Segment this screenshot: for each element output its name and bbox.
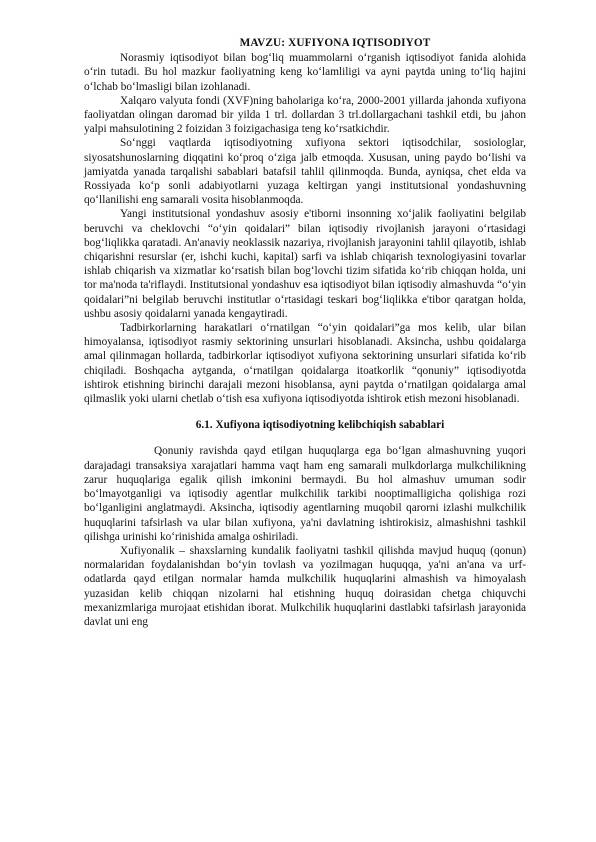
paragraph-recent-attention: So‘nggi vaqtlarda iqtisodiyotning xufiyona sektori iqtisodchilar, sosiologlar, siyosatshunoslarning diqqatini ko‘proq o‘ziga jalb etmoqda. Xususan, uning paydo bo‘lishi va jamiyatda yanada tarqalishi sabablari batafsil tahlil qilinmoqda. Bunda, ayniqsa, chet elda va Rossiyada ko‘p sonli adabiyotlarni yuzaga keltirgan yangi institutsional yondashuvning qo‘llanilishi eng samarali vosita hisoblanmoqda. bbox=[84, 137, 526, 207]
paragraph-entrepreneurs-rules: Tadbirkorlarning harakatlari o‘rnatilgan “o‘yin qoidalari”ga mos kelib, ular bilan himoyalansa, iqtisodiyot rasmiy sektorining unsurlari hisoblanadi. Aksincha, ushbu qoidalarga amal qilinmagan hollarda, tadbirkorlar iqtisodiyot xufiyona sektorining unsurlari sifatida ko‘rib chiqiladi. Boshqacha aytganda, o‘rnatilgan qoidalarga itoatkorlik “qonuniy” iqtisodiyotda ishtirok etishning birinchi darajali mezoni hisoblansa, ayni paytda o‘rnatilgan qoidalarga amal qilmaslik yoki ularni chetlab o‘tish esa xufiyona iqtisodiyotda ishtirok etish mezoni hisoblanadi. bbox=[84, 322, 526, 406]
document-page bbox=[84, 36, 526, 629]
paragraph-transaction-costs: Qonuniy ravishda qayd etilgan huquqlarga ega bo‘lgan almashuvning yuqori darajadagi transaksiya xarajatlari hamma vaqt ham eng samarali mulkdorlarga mulkchilikning zarur huquqlariga egalik qilish imkonini bermaydi. Bu hol almashuv umuman sodir bo‘lmayotganligi va iqtisodiy agentlar mulkchilik tarkibi nooptimalligicha qolishiga rozi bo‘lganligini anglatmaydi. Aksincha, iqtisodiy agentlarning muqobil qarorni izlashi mulkchilik huquqlarini tafsirlash va ular bilan xufiyona, ya'ni davlatning ishtirokisiz, almashishni tashkil qilishga urinishi ko‘rinishida amalga oshiriladi. bbox=[84, 445, 526, 543]
paragraph-imf-estimate: Xalqaro valyuta fondi (XVF)ning baholariga ko‘ra, 2000-2001 yillarda jahonda xufiyona faoliyatdan olingan daromad bir yilda 1 trl. dollardan 3 trl.dollargachani tashkil etdi, bu jahon yalpi mahsulotining 2 foizidan 3 foizigachasiga teng ko‘rsatkichdir. bbox=[84, 94, 526, 136]
paragraph-institutional-approach: Yangi institutsional yondashuv asosiy e'tiborni insonning xo‘jalik faoliyatini belgilab beruvchi va cheklovchi “o‘yin qoidalari” bilan iqtisodiy rivojlanish jarayoni o‘rtasidagi bog‘liqlikka qaratadi. An'anaviy neoklassik nazariya, rivojlanish jarayonini tahlil qilayotib, ishlab chiqarishni resurslar (er, ishchi kuchi, kapital) sarfi va ishlab chiqarish texnologiyasini tovarlar ishlab chiqarish va xizmatlar ko‘rsatish bilan bog‘lovchi tizim sifatida ko‘rib chiqqan holda, uni tor ma'noda ta'riflaydi. Institutsional yondashuv esa iqtisodiyot bilan iqtisodiy almashuvda “o‘yin qoidalari”ni belgilab beruvchi institutlar o‘rtasidagi teskari bog‘liqlikka e'tibor qaratgan holda, ushbu asosiy qoidalarni yanada kengaytiradi. bbox=[84, 208, 526, 320]
document-title: MAVZU: XUFIYONA IQTISODIYOT bbox=[239, 37, 431, 49]
paragraph-shadow-definition: Xufiyonalik – shaxslarning kundalik faoliyatni tashkil qilishda mavjud huquq (qonun) normalaridan foydalanishdan bo‘yin tovlash va yozilmagan huquqqa, ya'ni an'ana va urf-odatlarda qayd etilgan normalar hamda mulkchilik huquqlarini almashish va himoyalash yuzasidan kelib chiqqan nizolarni hal etishning huquq doirasidan chetga chiquvchi mexanizmlariga murojaat etishidan iborat. Mulkchilik huquqlarini dastlabki tafsirlash jarayonida davlat uni eng bbox=[84, 544, 526, 628]
paragraph-intro: Norasmiy iqtisodiyot bilan bog‘liq muammolarni o‘rganish iqtisodiyot fanida alohida o‘rin tutadi. Bu hol mazkur faoliyatning keng ko‘lamliligi va ayni paytda uning to‘liq hajini o‘lchab bo‘lmasligi bilan izohlanadi. bbox=[84, 52, 526, 93]
section-title: 6.1. Xufiyona iqtisodiyotning kelibchiqish sabablari bbox=[195, 419, 445, 432]
